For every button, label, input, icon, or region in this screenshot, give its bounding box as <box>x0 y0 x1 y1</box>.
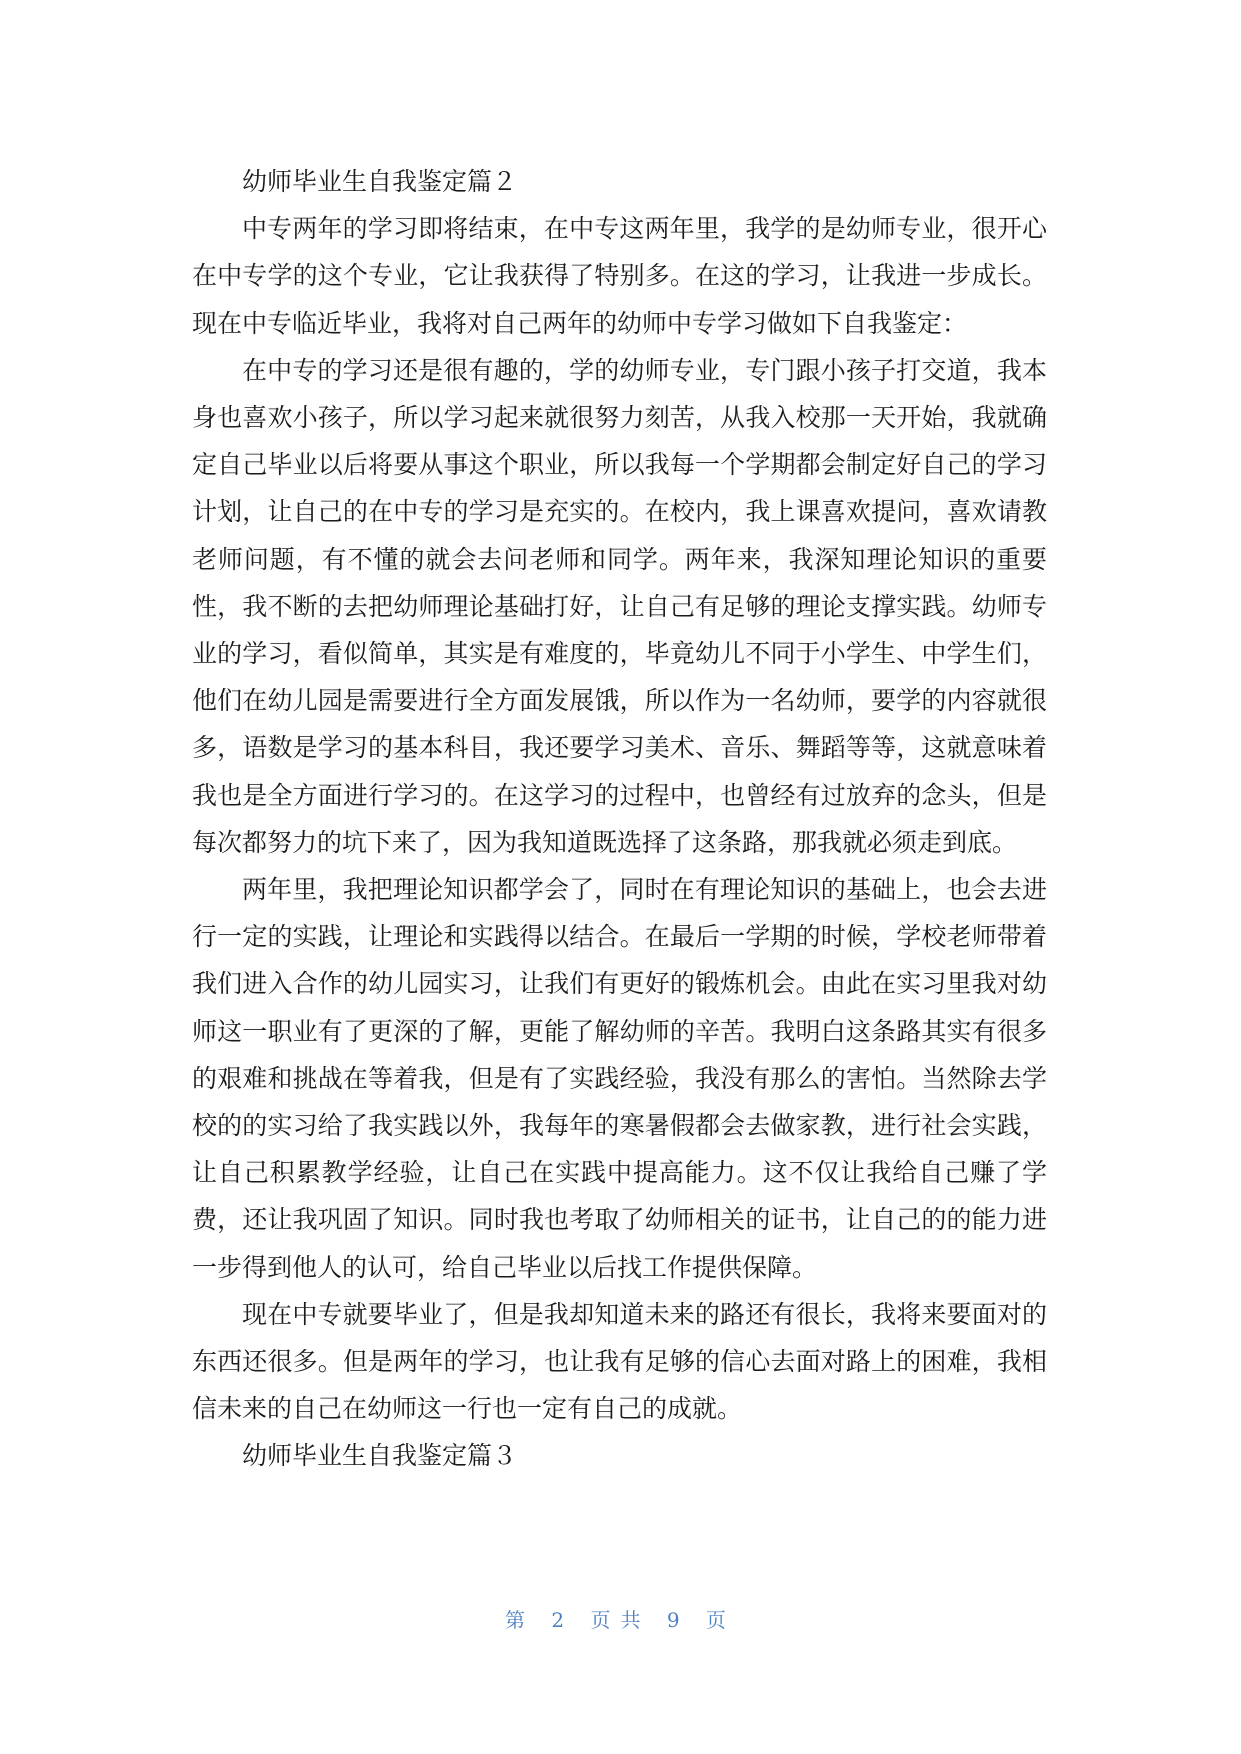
paragraph-conclusion: 现在中专就要毕业了，但是我却知道未来的路还有很长，我将来要面对的东西还很多。但是两年的学习，也让我有足够的信心去面对路上的困难，我相信未来的自己在幼师这一行也一定有自己的成就。 <box>192 1299 1047 1424</box>
paragraph-intro: 中专两年的学习即将结束，在中专这两年里，我学的是幼师专业，很开心在中专学的这个专业，它让我获得了特别多。在这的学习，让我进一步成长。现在中专临近毕业，我将对自己两年的幼师中专学习做如下自我鉴定： <box>192 214 1047 338</box>
paragraph-study: 在中专的学习还是很有趣的，学的幼师专业，专门跟小孩子打交道，我本身也喜欢小孩子，所以学习起来就很努力刻苦，从我入校那一天开始，我就确定自己毕业以后将要从事这个职业，所以我每一个学期都会制定好自己的学习计划，让自己的在中专的学习是充实的。在校内，我上课喜欢提问，喜欢请教老师问题，有不懂的就会去问老师和同学。两年来，我深知理论知识的重要性，我不断的去把幼师理论基础打好，让自己有足够的理论支撑实践。幼师专业的学习，看似简单，其实是有难度的，毕竟幼儿不同于小学生、中学生们，他们在幼儿园是需要进行全方面发展饿，所以作为一名幼师，要学的内容就很多，语数是学习的基本科目，我还要学习美术、音乐、舞蹈等等，这就意味着我也是全方面进行学习的。在这学习的过程中，也曾经有过放弃的念头，但是每次都努力的坑下来了，因为我知道既选择了这条路，那我就必须走到底。 <box>192 355 1047 857</box>
paragraph-practice: 两年里，我把理论知识都学会了，同时在有理论知识的基础上，也会去进行一定的实践，让理论和实践得以结合。在最后一学期的时候，学校老师带着我们进入合作的幼儿园实习，让我们有更好的锻炼机会。由此在实习里我对幼师这一职业有了更深的了解，更能了解幼师的辛苦。我明白这条路其实有很多的艰难和挑战在等着我，但是有了实践经验，我没有那么的害怕。当然除去学校的的实习给了我实践以外，我每年的寒暑假都会去做家教，进行社会实践，让自己积累教学经验，让自己在实践中提高能力。这不仅让我给自己赚了学费，还让我巩固了知识。同时我也考取了幼师相关的证书，让自己的的能力进一步得到他人的认可，给自己毕业以后找工作提供保障。 <box>192 875 1047 1282</box>
page-footer <box>0 1604 1241 1633</box>
document-body <box>192 158 1047 1480</box>
section-heading-2: 幼师毕业生自我鉴定篇２ <box>242 167 518 196</box>
section-heading-3: 幼师毕业生自我鉴定篇３ <box>242 1441 518 1471</box>
page-number-label: 第 2 页共 9 页 <box>505 1608 736 1632</box>
